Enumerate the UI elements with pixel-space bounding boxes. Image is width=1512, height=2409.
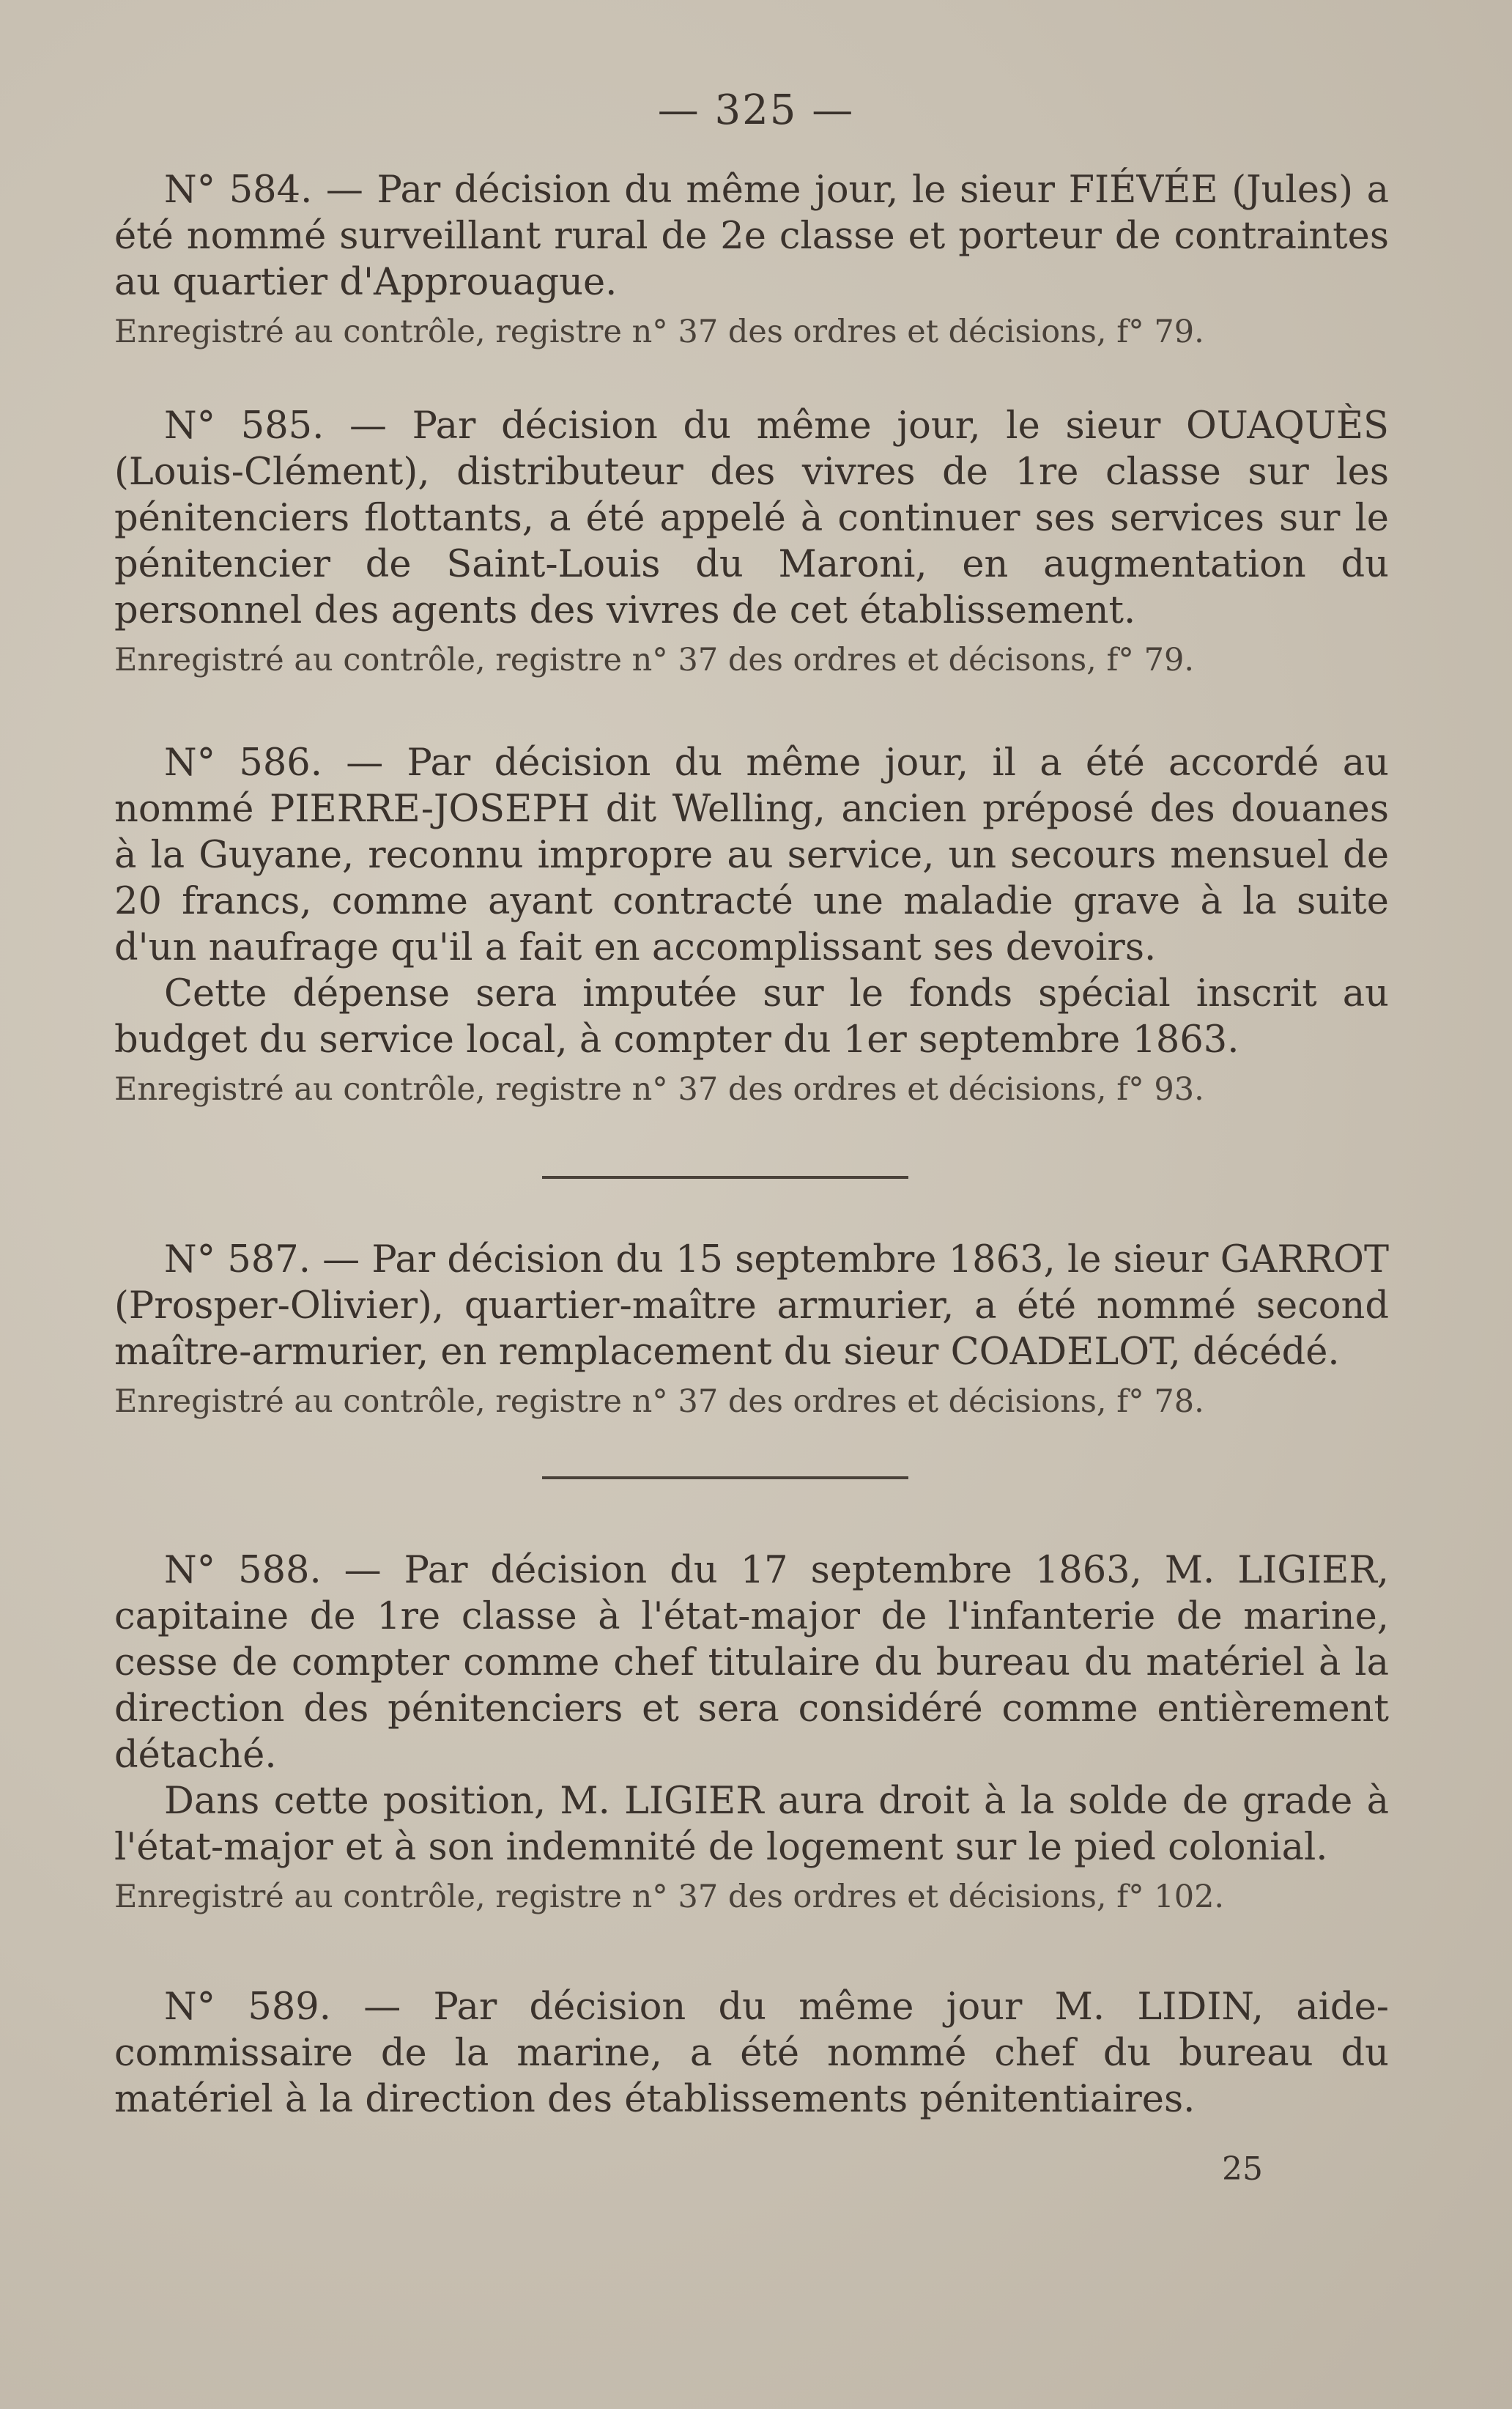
entry-585 (114, 403, 1389, 681)
page-header: — 325 — (657, 86, 855, 134)
entry-paragraph: N° 584. — Par décision du même jour, le sieur FIÉVÉE (Jules) a été nommé surveillant rural de 2e classe et porteur de contraintes au quartier d'Approuague. (114, 169, 1389, 304)
entry-paragraph: N° 587. — Par décision du 15 septembre 1863, le sieur GARROT (Prosper-Olivier), quartier-maître armurier, a été nommé second maître-armurier, en remplacement du sieur COADELOT, décédé. (114, 1238, 1389, 1374)
registration-note: Enregistré au contrôle, registre n° 37 des ordres et décisions, f° 102. (114, 1879, 1225, 1915)
entry-586 (114, 740, 1389, 1110)
entry-paragraph: N° 589. — Par décision du même jour M. LIDIN, aide-commissaire de la marine, a été nommé chef du bureau du matériel à la direction des établissements pénitentiaires. (114, 1986, 1389, 2121)
section-divider (542, 1476, 908, 1479)
registration-note: Enregistré au contrôle, registre n° 37 des ordres et décisons, f° 79. (114, 642, 1194, 678)
entry-paragraph: N° 586. — Par décision du même jour, il a été accordé au nommé PIERRE-JOSEPH dit Welling, ancien préposé des douanes à la Guyane, reconnu impropre au service, un secours mensuel de 20 francs, comme ayant contracté une maladie grave à la suite d'un naufrage qu'il a fait en accomplissant ses devoirs. (114, 741, 1389, 969)
page-number: 25 (1222, 2150, 1263, 2188)
registration-note: Enregistré au contrôle, registre n° 37 des ordres et décisions, f° 79. (114, 314, 1204, 350)
entry-589 (114, 1984, 1389, 2123)
section-divider (542, 1176, 908, 1179)
entry-paragraph: N° 585. — Par décision du même jour, le sieur OUAQUÈS (Louis-Clément), distributeur des vivres de 1re classe sur les pénitenciers flottants, a été appelé à continuer ses services sur le pénitencier de Saint-Louis du Maroni, en augmentation du personnel des agents des vivres de cet établissement. (114, 404, 1389, 632)
registration-note: Enregistré au contrôle, registre n° 37 des ordres et décisions, f° 93. (114, 1071, 1204, 1108)
entry-588 (114, 1547, 1389, 1917)
entry-paragraph: Cette dépense sera imputée sur le fonds spécial inscrit au budget du service local, à compter du 1er septembre 1863. (114, 972, 1389, 1062)
entry-paragraph: N° 588. — Par décision du 17 septembre 1863, M. LIGIER, capitaine de 1re classe à l'état-major de l'infanterie de marine, cesse de compter comme chef titulaire du bureau du matériel à la direction des pénitenciers et sera considéré comme entièrement détaché. (114, 1549, 1389, 1777)
registration-note: Enregistré au contrôle, registre n° 37 des ordres et décisions, f° 78. (114, 1383, 1204, 1420)
entry-587 (114, 1237, 1389, 1422)
entry-584 (114, 167, 1389, 352)
entry-paragraph: Dans cette position, M. LIGIER aura droit à la solde de grade à l'état-major et à son indemnité de logement sur le pied colonial. (114, 1780, 1389, 1869)
